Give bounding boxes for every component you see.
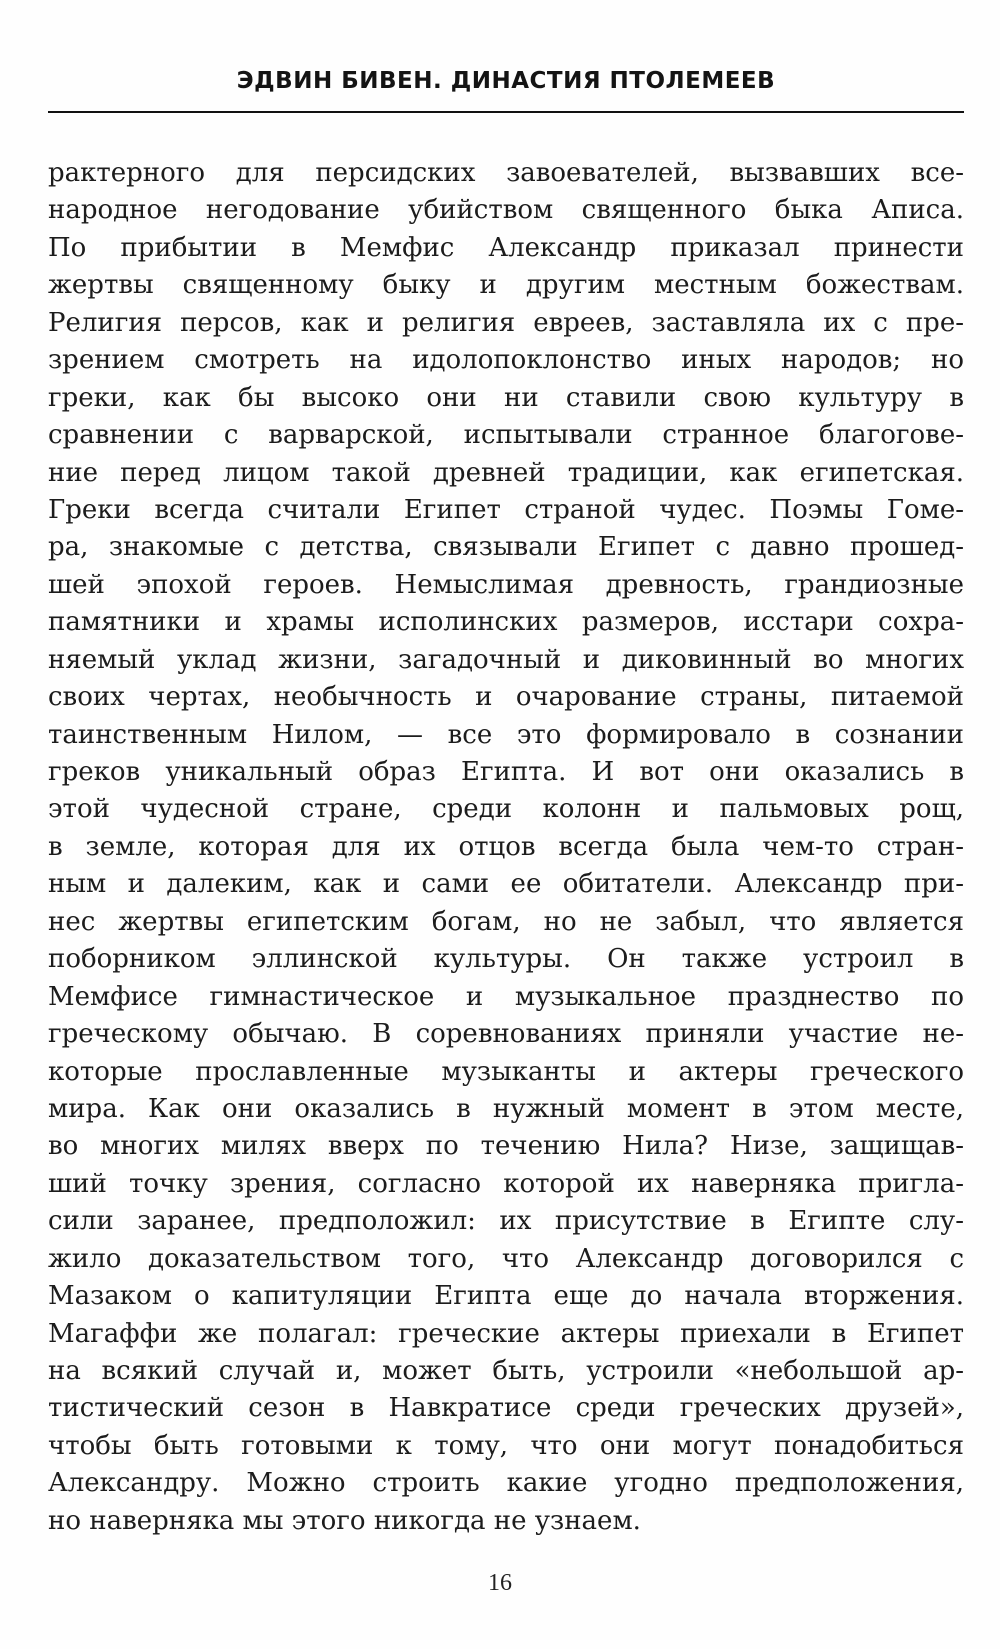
- text-line: Греки всегда считали Египет страной чудес. Поэмы Гоме-: [48, 494, 964, 525]
- text-line: но наверняка мы этого никогда не узнаем.: [48, 1505, 641, 1536]
- text-line: на всякий случай и, может быть, устроили «небольшой ар-: [48, 1356, 964, 1386]
- text-line: греков уникальный образ Египта. И вот они оказались в: [48, 757, 964, 787]
- text-line: Магаффи же полагал: греческие актеры приехали в Египет: [48, 1318, 964, 1349]
- text-line: По прибытии в Мемфис Александр приказал принести: [48, 232, 964, 263]
- text-line: греческому обычаю. В соревнованиях приняли участие не-: [48, 1019, 964, 1050]
- text-line: этой чудесной стране, среди колонн и пальмовых рощ,: [48, 794, 964, 825]
- text-line: памятники и храмы исполинских размеров, исстари сохра-: [48, 607, 964, 638]
- text-line: зрением смотреть на идолопоклонство иных народов; но: [48, 345, 964, 376]
- text-line: во многих милях вверх по течению Нила? Низе, защищав-: [48, 1131, 964, 1162]
- text-line: Мазаком о капитуляции Египта еще до начала вторжения.: [48, 1281, 964, 1312]
- text-line: своих чертах, необычность и очарование страны, питаемой: [48, 682, 964, 713]
- body-text: [48, 155, 964, 1540]
- header-rule: [48, 111, 964, 113]
- text-line: чтобы быть готовыми к тому, что они могут понадобиться: [48, 1430, 964, 1461]
- text-line: нес жертвы египетским богам, но не забыл, что является: [48, 906, 964, 937]
- text-line: Мемфисе гимнастическое и музыкальное празднество по: [48, 981, 964, 1012]
- text-line: в земле, которая для их отцов всегда была чем-то стран-: [48, 831, 964, 862]
- text-line: Религия персов, как и религия евреев, заставляла их с пре-: [48, 307, 964, 338]
- running-title: ЭДВИН БИВЕН. ДИНАСТИЯ ПТОЛЕМЕЕВ: [236, 68, 776, 94]
- text-line: тистический сезон в Навкратисе среди греческих друзей»,: [48, 1393, 964, 1424]
- text-line: сили заранее, предположил: их присутствие в Египте слу-: [48, 1206, 964, 1237]
- text-line: ший точку зрения, согласно которой их наверняка пригла-: [48, 1168, 964, 1199]
- text-line: ным и далеким, как и сами ее обитатели. Александр при-: [48, 869, 964, 900]
- text-line: мира. Как они оказались в нужный момент в этом месте,: [48, 1093, 964, 1124]
- text-line: жертвы священному быку и другим местным божествам.: [48, 270, 964, 301]
- text-line: рактерного для персидских завоевателей, вызвавших все-: [48, 158, 964, 188]
- text-line: жило доказательством того, что Александр договорился с: [48, 1243, 964, 1274]
- text-line: шей эпохой героев. Немыслимая древность, грандиозные: [48, 569, 964, 600]
- text-line: ра, знакомые с детства, связывали Египет с давно прошед-: [48, 532, 964, 563]
- text-line: Александру. Можно строить какие угодно предположения,: [48, 1468, 964, 1499]
- text-line: поборником эллинской культуры. Он также устроил в: [48, 944, 964, 975]
- text-line: ние перед лицом такой древней традиции, как египетская.: [48, 457, 964, 488]
- page-number: 16: [488, 1570, 512, 1596]
- text-line: греки, как бы высоко они ни ставили свою культуру в: [48, 382, 964, 413]
- text-line: которые прославленные музыканты и актеры греческого: [48, 1056, 964, 1087]
- text-line: сравнении с варварской, испытывали странное благогове-: [48, 420, 964, 451]
- text-line: няемый уклад жизни, загадочный и диковинный во многих: [48, 644, 964, 675]
- text-line: народное негодование убийством священного быка Аписа.: [48, 195, 964, 226]
- text-line: таинственным Нилом, — все это формировало в сознании: [48, 719, 964, 750]
